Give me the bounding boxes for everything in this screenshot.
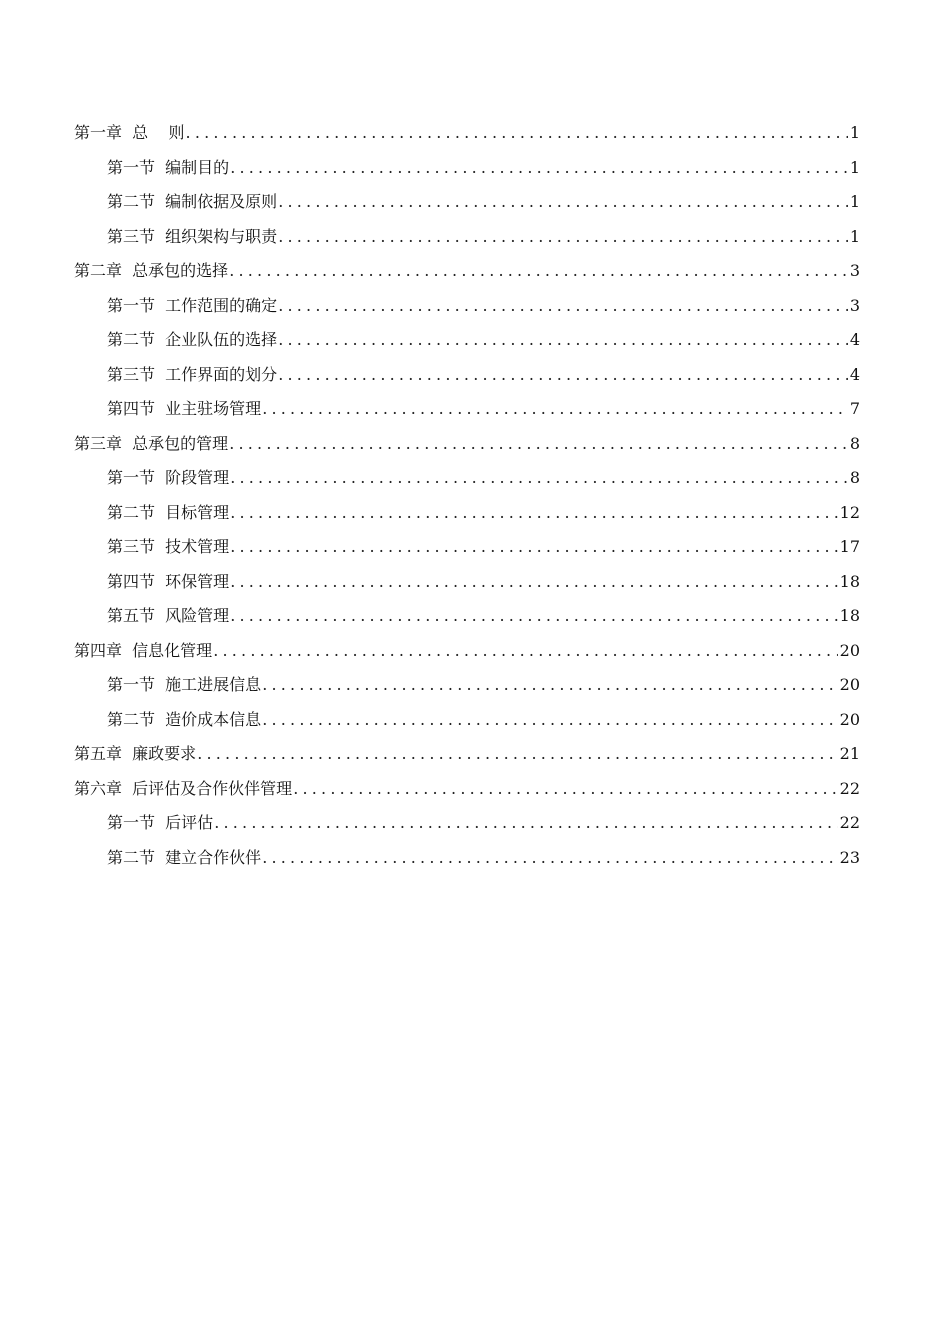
toc-page-number: 22 — [839, 813, 860, 832]
toc-entry-chapter-1[interactable] — [74, 116, 860, 151]
toc-dot-leader — [278, 220, 848, 255]
toc-page-number: 20 — [839, 640, 860, 660]
toc-page-number: 4 — [849, 330, 860, 349]
toc-entry-section[interactable] — [74, 668, 860, 703]
toc-dot-leader — [262, 668, 837, 703]
toc-page-number: 20 — [839, 709, 860, 729]
toc-dot-leader — [230, 461, 848, 496]
toc-page-number: 12 — [839, 502, 860, 522]
toc-dot-leader — [230, 151, 848, 186]
toc-page-number: 17 — [839, 537, 860, 556]
toc-dot-leader — [262, 703, 837, 738]
toc-entry-section[interactable] — [74, 151, 860, 186]
toc-entry-label: 第二节 编制依据及原则 — [107, 192, 278, 211]
toc-dot-leader — [293, 772, 837, 807]
toc-dot-leader — [278, 358, 848, 393]
toc-page-number: 1 — [849, 157, 860, 177]
toc-page-number: 20 — [839, 675, 860, 694]
toc-page-number: 21 — [839, 744, 860, 763]
toc-entry-label: 第三节 工作界面的划分 — [107, 364, 278, 384]
toc-page-number: 22 — [839, 778, 860, 798]
toc-entry-label: 第三节 技术管理 — [107, 537, 230, 556]
toc-entry-section[interactable] — [74, 841, 860, 876]
toc-entry-label: 第二节 建立合作伙伴 — [107, 847, 262, 867]
toc-dot-leader — [230, 565, 837, 600]
toc-page-number: 18 — [839, 606, 860, 625]
toc-entry-label: 第一节 工作范围的确定 — [107, 295, 278, 315]
toc-page-number: 4 — [849, 364, 860, 384]
toc-dot-leader — [197, 737, 837, 772]
toc-entry-chapter-3[interactable] — [74, 427, 860, 462]
toc-entry-section[interactable] — [74, 806, 860, 841]
toc-entry-section[interactable] — [74, 289, 860, 324]
toc-entry-label: 第一节 施工进展信息 — [107, 675, 262, 694]
toc-page-number: 8 — [849, 433, 860, 453]
toc-entry-label: 第一节 编制目的 — [107, 157, 230, 177]
toc-entry-section[interactable] — [74, 185, 860, 220]
toc-entry-label: 第五节 风险管理 — [107, 606, 230, 625]
toc-entry-section[interactable] — [74, 530, 860, 565]
toc-page-number: 23 — [839, 847, 860, 867]
table-of-contents — [74, 116, 860, 875]
toc-entry-label: 第一节 后评估 — [107, 813, 214, 832]
toc-entry-label: 第四节 环保管理 — [107, 571, 230, 591]
toc-entry-section[interactable] — [74, 703, 860, 738]
toc-dot-leader — [278, 185, 848, 220]
toc-entry-section[interactable] — [74, 599, 860, 634]
toc-dot-leader — [262, 392, 848, 427]
toc-entry-section[interactable] — [74, 392, 860, 427]
toc-dot-leader — [278, 289, 848, 324]
toc-dot-leader — [229, 254, 848, 289]
toc-page-number: 18 — [839, 571, 860, 591]
toc-entry-label: 第五章 廉政要求 — [74, 744, 197, 763]
toc-page-number: 1 — [849, 192, 860, 211]
toc-page-number: 3 — [849, 261, 860, 280]
toc-page-number: 1 — [849, 226, 860, 246]
toc-dot-leader — [186, 116, 848, 151]
toc-dot-leader — [278, 323, 848, 358]
toc-page-number: 7 — [849, 399, 860, 418]
toc-dot-leader — [229, 427, 848, 462]
toc-dot-leader — [230, 599, 837, 634]
toc-page-number: 8 — [849, 468, 860, 487]
toc-entry-label: 第三节 组织架构与职责 — [107, 226, 278, 246]
toc-entry-section[interactable] — [74, 496, 860, 531]
toc-dot-leader — [214, 806, 837, 841]
toc-entry-chapter-5[interactable] — [74, 737, 860, 772]
toc-entry-label: 第四章 信息化管理 — [74, 640, 213, 660]
toc-entry-chapter-4[interactable] — [74, 634, 860, 669]
toc-dot-leader — [230, 496, 837, 531]
toc-page-number: 1 — [849, 123, 860, 142]
toc-entry-label: 第二章 总承包的选择 — [74, 261, 229, 280]
toc-entry-section[interactable] — [74, 461, 860, 496]
toc-entry-label: 第三章 总承包的管理 — [74, 433, 229, 453]
toc-entry-label: 第二节 造价成本信息 — [107, 709, 262, 729]
toc-entry-section[interactable] — [74, 220, 860, 255]
toc-entry-chapter-6[interactable] — [74, 772, 860, 807]
toc-dot-leader — [230, 530, 837, 565]
toc-entry-label: 第一章 总 则 — [74, 123, 185, 142]
toc-entry-label: 第四节 业主驻场管理 — [107, 399, 262, 418]
toc-dot-leader — [262, 841, 837, 876]
toc-entry-section[interactable] — [74, 323, 860, 358]
toc-entry-label: 第一节 阶段管理 — [107, 468, 230, 487]
toc-entry-label: 第六章 后评估及合作伙伴管理 — [74, 778, 293, 798]
toc-dot-leader — [213, 634, 837, 669]
toc-entry-chapter-2[interactable] — [74, 254, 860, 289]
toc-entry-section[interactable] — [74, 358, 860, 393]
toc-page-number: 3 — [849, 295, 860, 315]
toc-entry-section[interactable] — [74, 565, 860, 600]
toc-entry-label: 第二节 企业队伍的选择 — [107, 330, 278, 349]
toc-entry-label: 第二节 目标管理 — [107, 502, 230, 522]
